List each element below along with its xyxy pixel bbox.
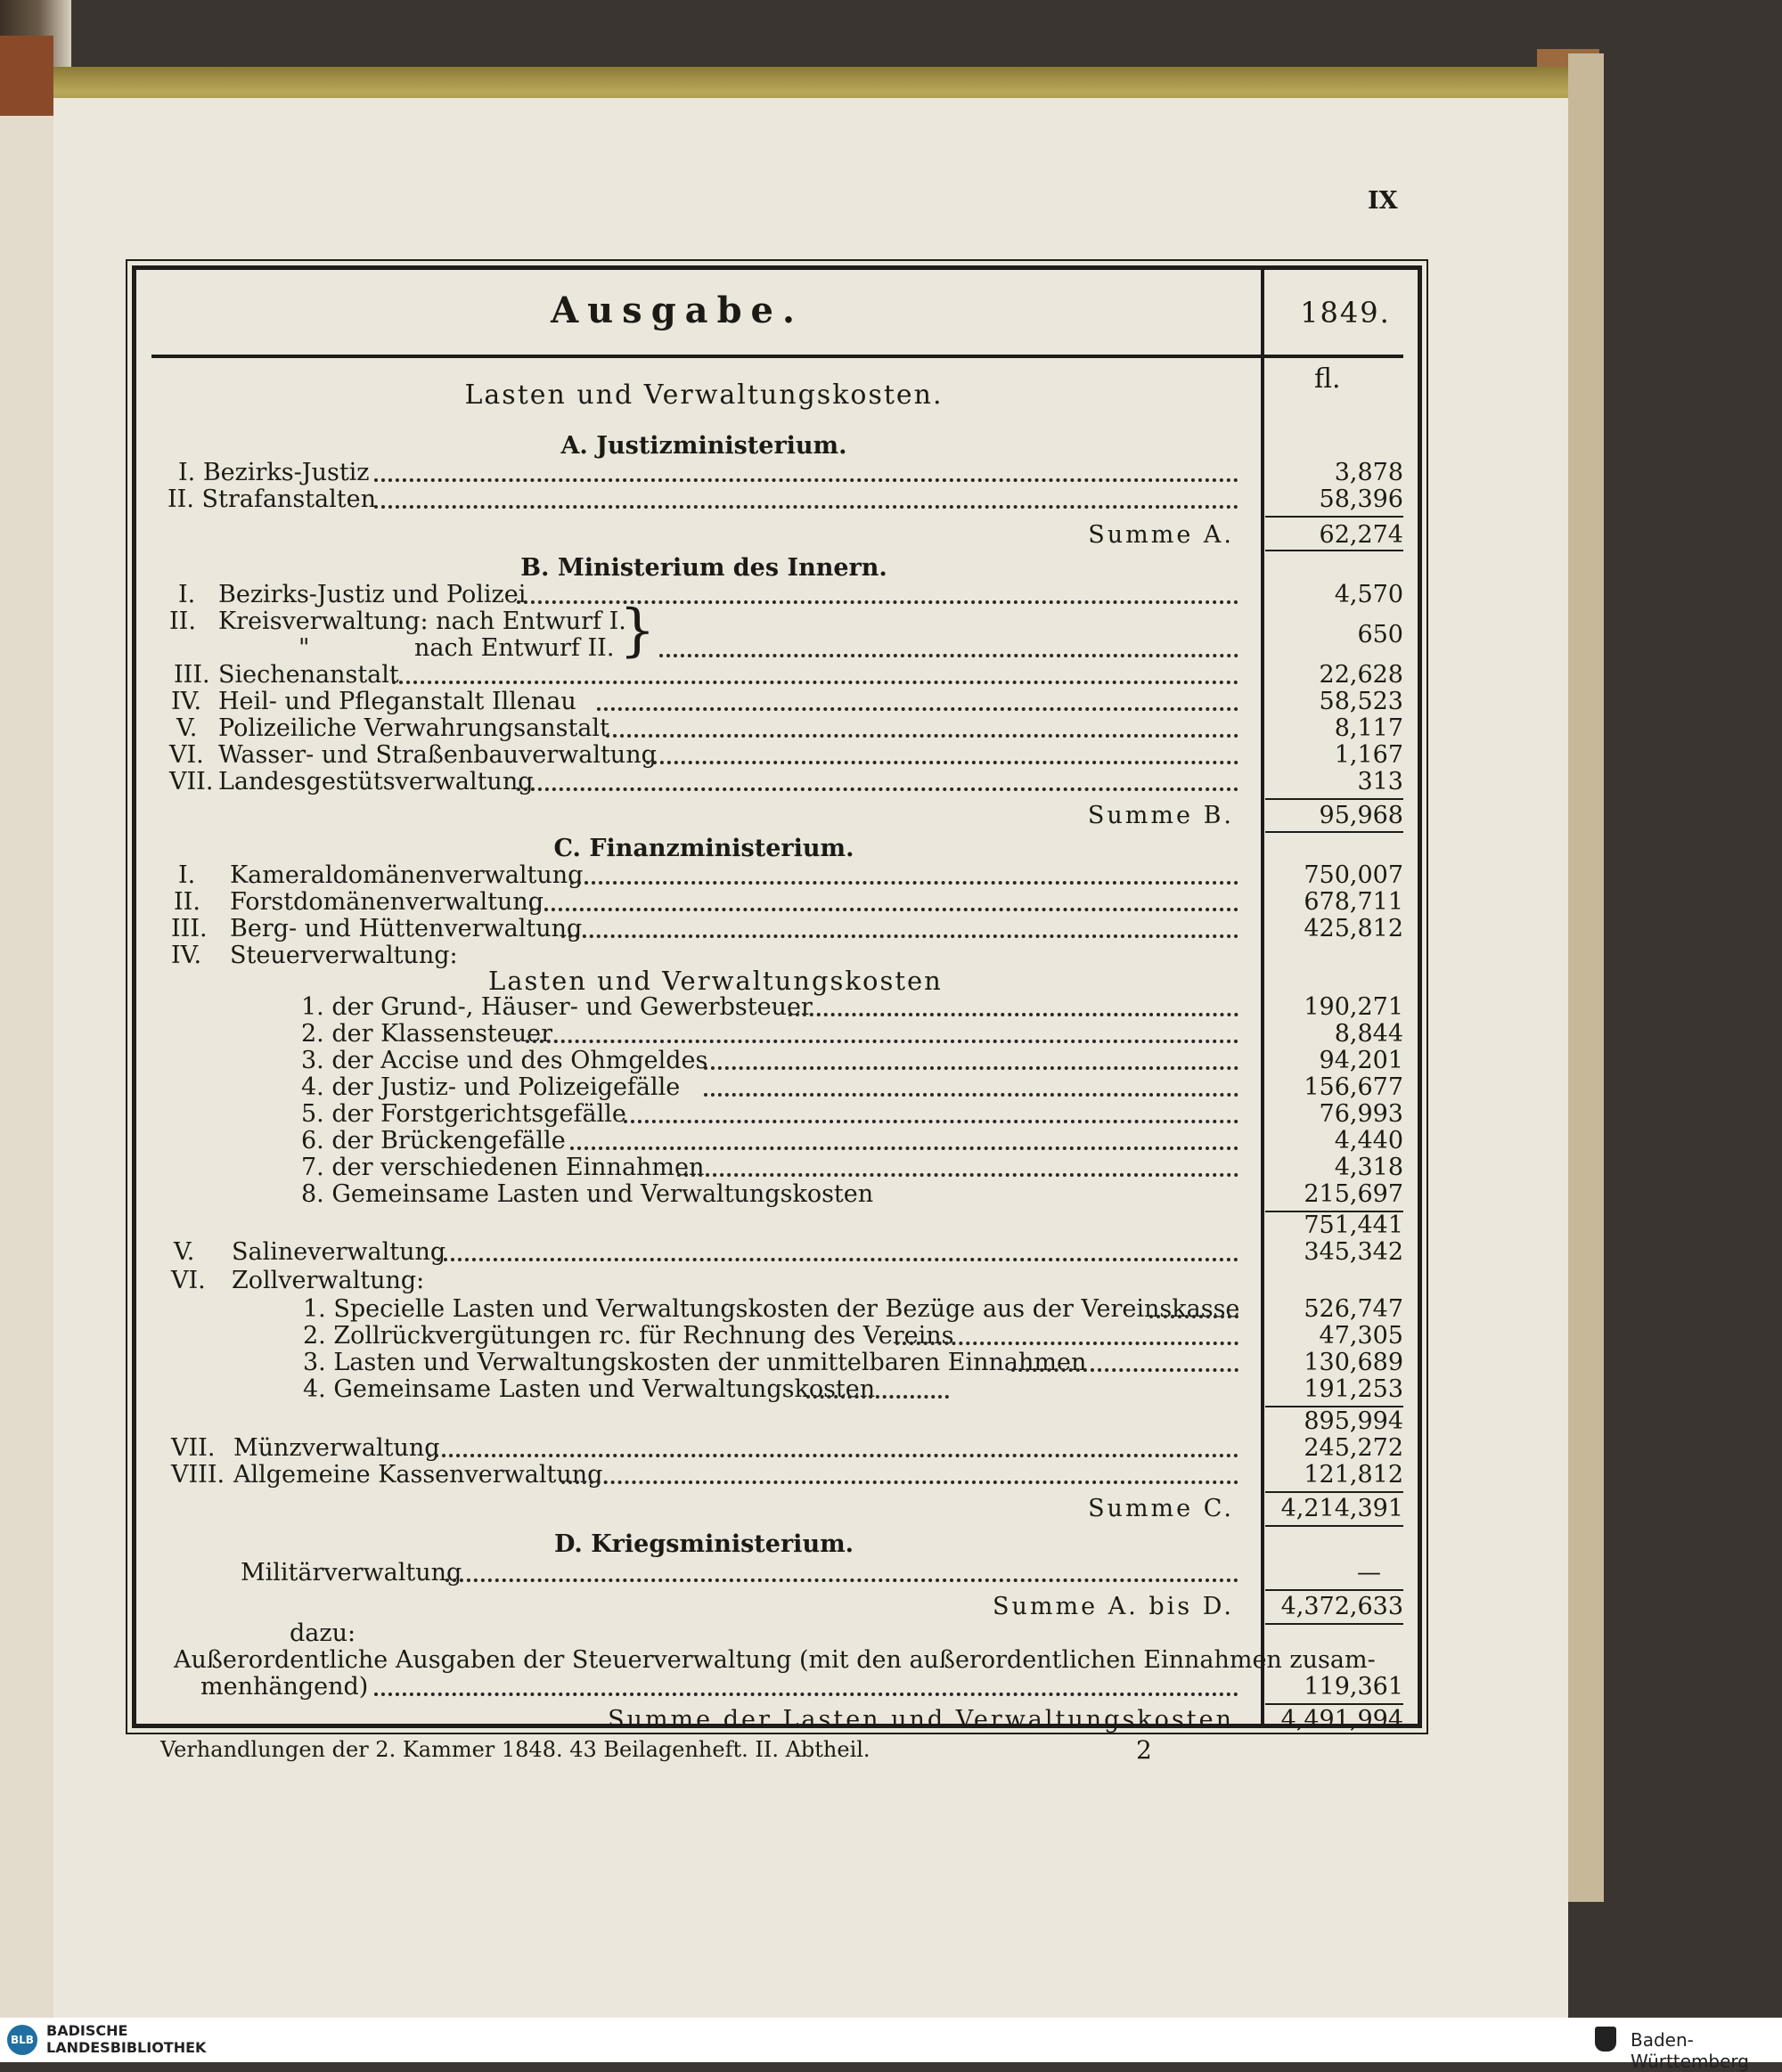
sum-b-label: Summe B.	[1087, 802, 1234, 829]
sum-d-label: Summe A. bis D.	[993, 1593, 1234, 1620]
row-c-2-label: Forstdomänenverwaltung	[230, 888, 544, 916]
zoll-row-1-value: 526,747	[1304, 1295, 1403, 1323]
row-c-5-value: 345,342	[1304, 1238, 1403, 1266]
sum-d-value: 4,372,633	[1280, 1593, 1403, 1620]
row-b-2-label: Kreisverwaltung: nach Entwurf I.	[218, 608, 626, 635]
sum-rule	[1265, 1623, 1403, 1625]
row-a-1-value: 3,878	[1334, 459, 1403, 486]
sum-a-label: Summe A.	[1088, 521, 1234, 549]
steuer-row-4-label: 4. der Justiz- und Polizeigefälle	[301, 1073, 681, 1101]
state-name[interactable]: Baden-Württemberg	[1631, 2029, 1749, 2072]
zoll-row-3-value: 130,689	[1304, 1349, 1403, 1376]
sum-rule	[1265, 1491, 1403, 1493]
page-footer: Verhandlungen der 2. Kammer 1848. 43 Beilagenheft. II. Abtheil.	[160, 1737, 871, 1762]
steuer-row-3-value: 94,201	[1319, 1047, 1403, 1074]
leader-dots	[1011, 1340, 1238, 1372]
heading-d: D. Kriegsministerium.	[553, 1530, 854, 1558]
row-b-1-label: Bezirks-Justiz und Polizei	[218, 581, 527, 608]
sum-rule	[1265, 516, 1403, 518]
steuer-row-5-value: 76,993	[1319, 1100, 1403, 1128]
row-a-2-value: 58,396	[1319, 485, 1403, 513]
steuer-row-3-label: 3. der Accise und des Ohmgeldes	[301, 1047, 708, 1074]
heading-b: B. Ministerium des Innern.	[520, 554, 887, 582]
zoll-row-2-label: 2. Zollrückvergütungen rc. für Rechnung des Vereins	[303, 1322, 954, 1350]
row-c-7-value: 245,272	[1304, 1434, 1403, 1462]
sum-b-value: 95,968	[1319, 802, 1403, 829]
branding-bar	[0, 2018, 1782, 2062]
steuer-row-4-value: 156,677	[1304, 1073, 1403, 1101]
row-c-1-num: I.	[178, 861, 196, 889]
row-b-2-num: II.	[169, 608, 196, 635]
row-b-3-num: "	[298, 634, 310, 662]
row-a-2-label: II. Strafanstalten	[168, 485, 376, 513]
leader-dots	[677, 1145, 1238, 1177]
leader-dots	[374, 1664, 1238, 1696]
steuer-row-2-label: 2. der Klassensteuer	[301, 1020, 553, 1048]
sum-rule	[1265, 1589, 1403, 1591]
extra-line-2: menhängend)	[200, 1673, 369, 1701]
signature-mark: 2	[1136, 1735, 1152, 1765]
row-b-4-num: III.	[174, 661, 210, 689]
blb-logo[interactable]: BLB	[7, 2025, 37, 2055]
row-b-6-label: Polizeiliche Verwahrungsanstalt	[218, 714, 609, 742]
row-c-6-num: VI.	[171, 1267, 206, 1294]
sum-rule	[1265, 550, 1403, 551]
year-header: 1849.	[1300, 296, 1391, 330]
row-d-1-label: Militärverwaltung	[241, 1559, 462, 1587]
column-divider	[1261, 267, 1264, 1726]
leader-dots	[374, 477, 1238, 509]
row-c-2-num: II.	[174, 888, 200, 916]
row-b-5-num: IV.	[171, 688, 202, 715]
row-b-7-label: Wasser- und Straßenbauverwaltung	[218, 741, 657, 769]
steuer-row-8-label: 8. Gemeinsame Lasten und Verwaltungskosten	[301, 1180, 874, 1208]
row-c-7-label: Münzverwaltung	[233, 1434, 440, 1462]
zoll-row-2-value: 47,305	[1319, 1322, 1403, 1350]
library-name-line-2: LANDESBIBLIOTHEK	[46, 2039, 207, 2056]
leader-dots	[437, 1229, 1238, 1261]
row-c-2-value: 678,711	[1304, 888, 1403, 916]
row-b-8-num: VII.	[169, 768, 214, 795]
row-b-3-value: 650	[1357, 621, 1403, 649]
currency-unit: fl.	[1314, 363, 1341, 395]
row-b-8-value: 313	[1357, 768, 1403, 795]
steuer-row-8-value: 215,697	[1304, 1180, 1403, 1208]
total-label: Summe der Lasten und Verwaltungskosten	[608, 1706, 1234, 1733]
extra-value: 119,361	[1304, 1673, 1403, 1701]
zoll-row-1-label: 1. Specielle Lasten und Verwaltungskosten der Bezüge aus der Vereinskasse	[303, 1295, 1240, 1323]
row-b-1-value: 4,570	[1334, 581, 1403, 608]
row-b-1-num: I.	[178, 581, 196, 608]
dazu-label: dazu:	[290, 1619, 356, 1647]
header-rule	[151, 355, 1403, 358]
steuer-row-6-label: 6. der Brückengefälle	[301, 1127, 566, 1154]
total-value: 4,491,994	[1280, 1706, 1403, 1733]
row-b-6-num: V.	[176, 714, 198, 742]
section-title: Lasten und Verwaltungskosten.	[464, 379, 944, 411]
row-b-7-value: 1,167	[1334, 741, 1403, 769]
row-c-5-label: Salineverwaltung	[232, 1238, 446, 1266]
row-c-7-num: VII.	[171, 1434, 216, 1462]
row-b-6-value: 8,117	[1334, 714, 1403, 742]
row-b-8-label: Landesgestütsverwaltung	[218, 768, 534, 795]
zoll-total-value: 895,994	[1304, 1407, 1403, 1435]
leader-dots	[517, 759, 1238, 791]
row-c-4-label: Steuerverwaltung:	[230, 942, 458, 969]
leader-dots	[561, 906, 1238, 938]
row-c-5-num: V.	[174, 1238, 195, 1266]
brace-symbol: }	[619, 598, 656, 664]
steuer-row-6-value: 4,440	[1334, 1127, 1403, 1154]
sum-rule	[1265, 831, 1403, 833]
row-c-3-value: 425,812	[1304, 915, 1403, 942]
table-title: Ausgabe.	[551, 290, 804, 331]
steuer-row-2-value: 8,844	[1334, 1020, 1403, 1048]
sum-rule	[1265, 1703, 1403, 1705]
steuer-total-value: 751,441	[1304, 1211, 1403, 1239]
row-c-1-value: 750,007	[1304, 861, 1403, 889]
row-d-1-value: —	[1357, 1559, 1381, 1587]
steuer-row-5-label: 5. der Forstgerichtsgefälle	[301, 1100, 626, 1128]
row-c-8-num: VIII.	[171, 1461, 225, 1489]
row-b-4-value: 22,628	[1319, 661, 1403, 689]
row-b-4-label: Siechenanstalt	[218, 661, 399, 689]
sum-c-value: 4,214,391	[1280, 1495, 1403, 1522]
sum-a-value: 62,274	[1319, 521, 1403, 549]
heading-c: C. Finanzministerium.	[553, 835, 854, 862]
book-spine	[0, 36, 53, 116]
zoll-row-4-label: 4. Gemeinsame Lasten und Verwaltungskosten	[303, 1375, 876, 1403]
zoll-row-3-label: 3. Lasten und Verwaltungskosten der unmittelbaren Einnahmen	[303, 1349, 1087, 1376]
leader-dots	[561, 1452, 1238, 1484]
steuer-row-7-value: 4,318	[1334, 1154, 1403, 1181]
library-name[interactable]	[46, 2022, 206, 2056]
sum-rule	[1265, 1525, 1403, 1527]
extra-line-1: Außerordentliche Ausgaben der Steuerverwaltung (mit den außerordentlichen Einnahmen zusam-	[174, 1646, 1376, 1674]
steuer-row-1-value: 190,271	[1304, 993, 1403, 1021]
sub-heading-steuer: Lasten und Verwaltungskosten	[488, 966, 943, 996]
zoll-row-4-value: 191,253	[1304, 1375, 1403, 1403]
coat-of-arms-icon	[1595, 2027, 1616, 2052]
steuer-row-1-label: 1. der Grund-, Häuser- und Gewerbsteuer	[301, 993, 813, 1021]
row-a-1-label: I. Bezirks-Justiz	[178, 459, 370, 486]
row-c-6-label: Zollverwaltung:	[232, 1267, 425, 1294]
steuer-row-7-label: 7. der verschiedenen Einnahmen	[301, 1154, 705, 1181]
library-name-line-1: BADISCHE	[46, 2022, 128, 2039]
sum-rule	[1265, 798, 1403, 800]
row-b-5-label: Heil- und Pfleganstalt Illenau	[218, 688, 576, 715]
page-number: IX	[1368, 187, 1398, 215]
row-b-3-label: nach Entwurf II.	[414, 634, 615, 662]
sum-c-label: Summe C.	[1088, 1495, 1234, 1522]
row-c-3-label: Berg- und Hüttenverwaltung	[230, 915, 583, 942]
leader-dots	[446, 1550, 1238, 1582]
leader-dots	[806, 1366, 949, 1399]
row-c-8-label: Allgemeine Kassenverwaltung	[233, 1461, 603, 1489]
heading-a: A. Justizministerium.	[560, 432, 847, 460]
row-b-7-num: VI.	[169, 741, 204, 769]
row-c-1-label: Kameraldomänenverwaltung	[230, 861, 584, 889]
book-cover-right-inner	[1568, 53, 1604, 1902]
row-c-8-value: 121,812	[1304, 1461, 1403, 1489]
row-c-3-num: III.	[171, 915, 208, 942]
row-b-5-value: 58,523	[1319, 688, 1403, 715]
row-c-4-num: IV.	[171, 942, 202, 969]
